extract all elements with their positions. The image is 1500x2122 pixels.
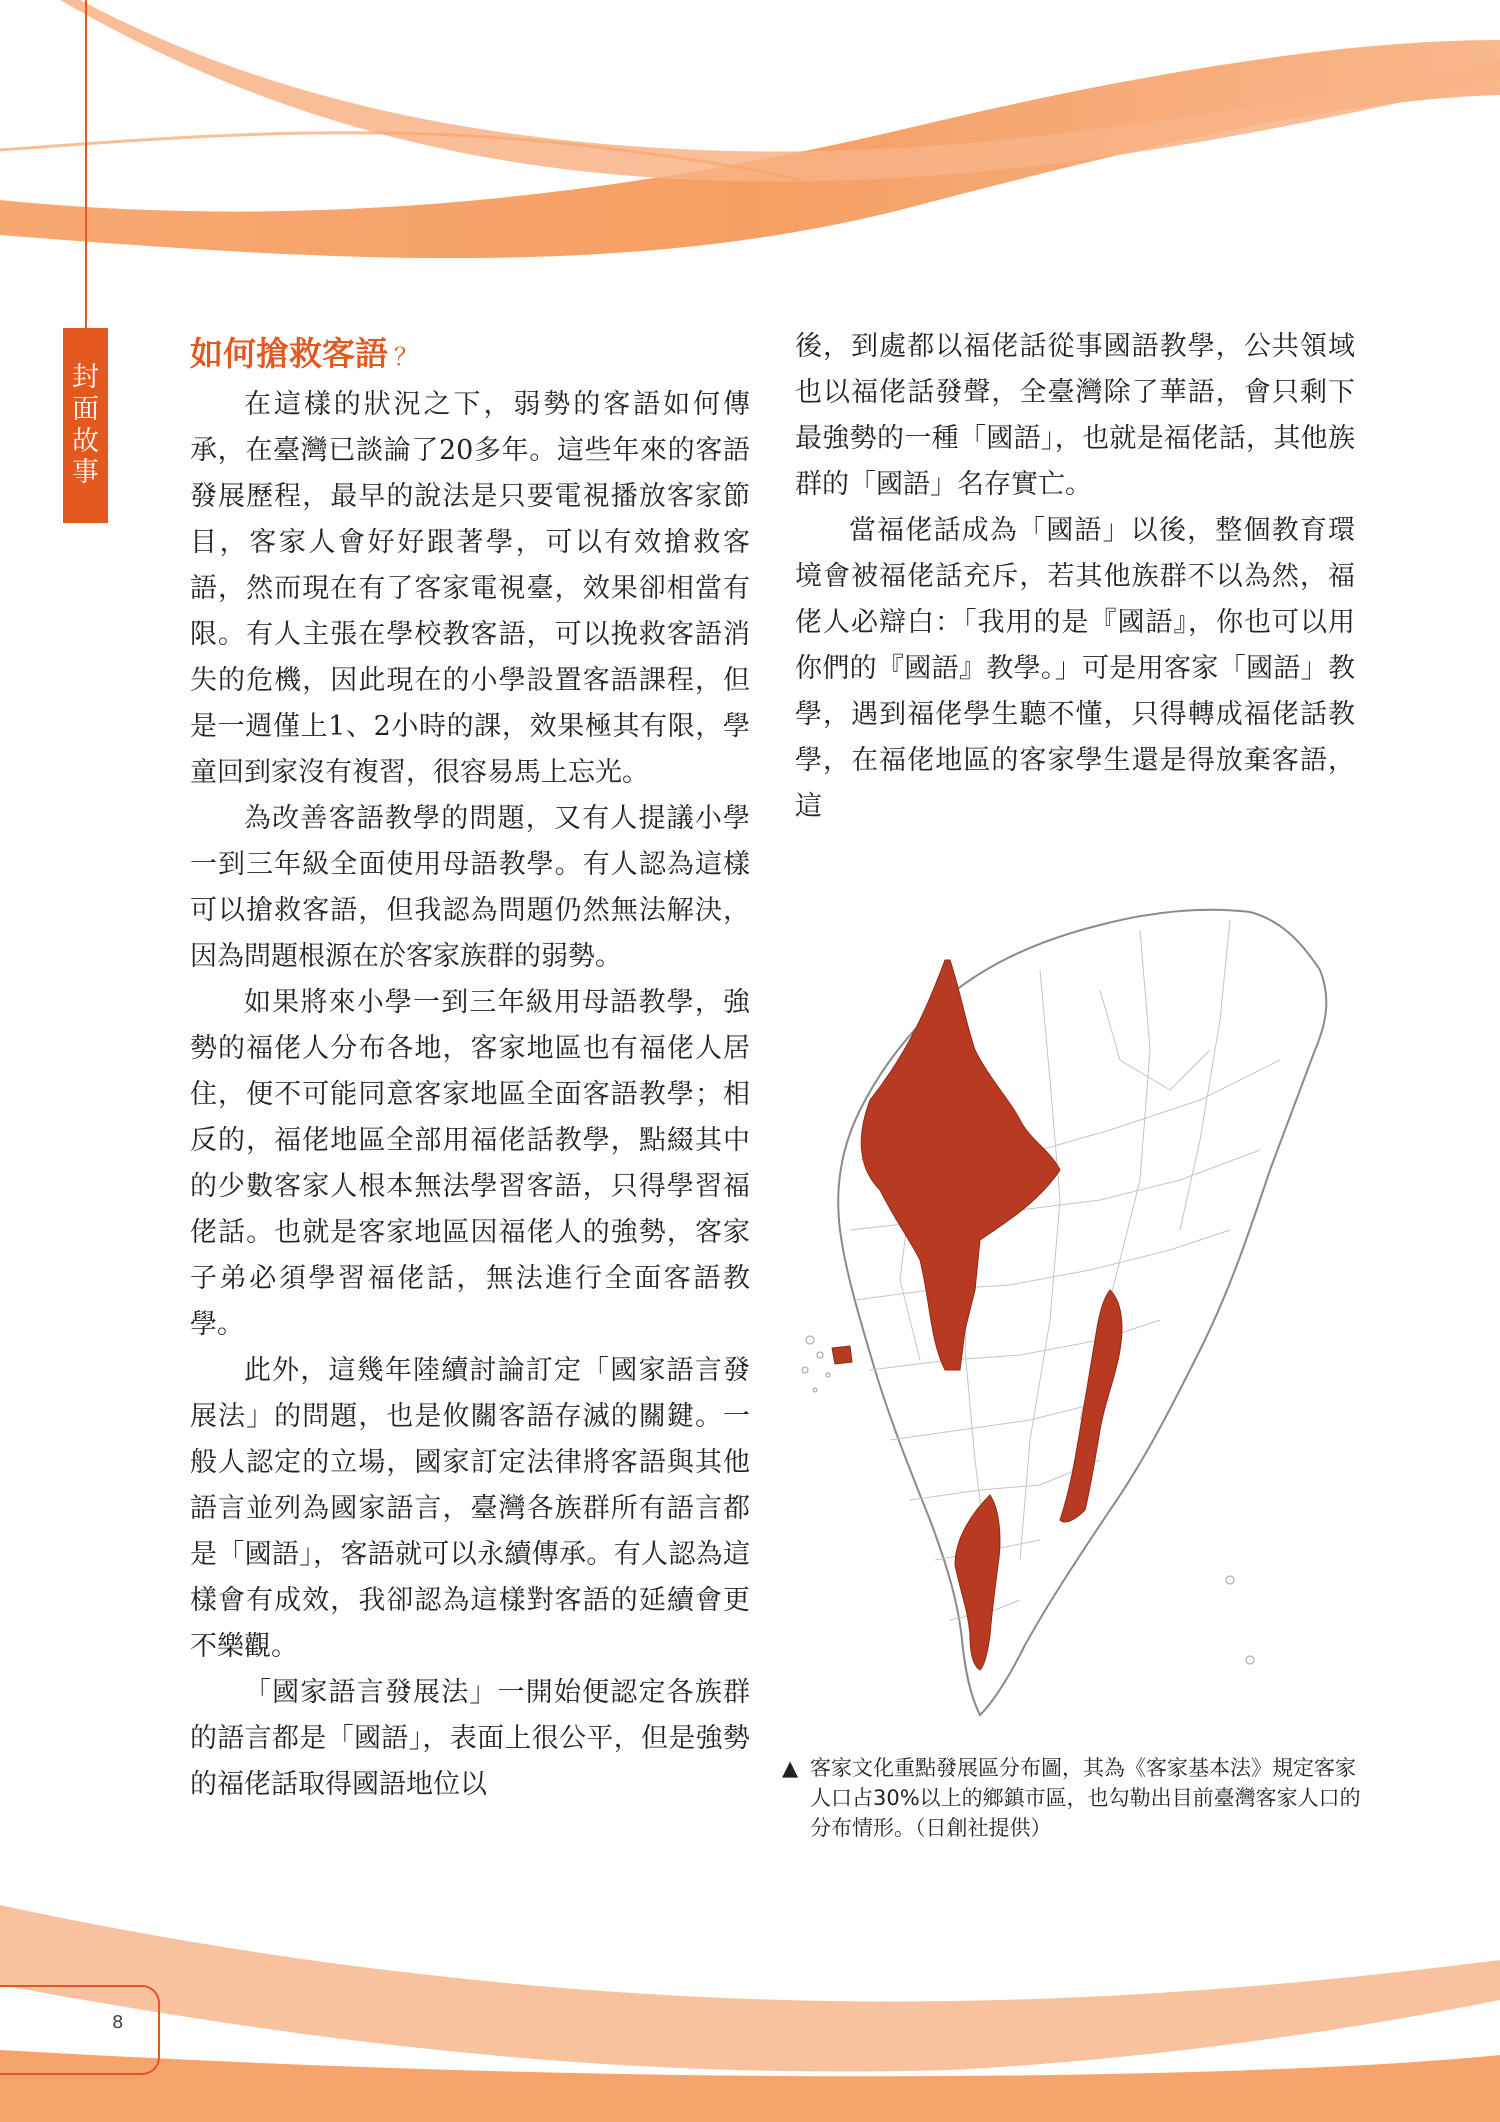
body-paragraph: 當福佬話成為「國語」以後，整個教育環境會被福佬話充斥，若其他族群不以為然，福佬人必辯白：「我用的是『國語』，你也可以用你們的『國語』教學。」可是用客家「國語」教學，遇到福佬學生聽不懂，只得轉成福佬話教學，在福佬地區的客家學生還是得放棄客語，這 — [795, 515, 1355, 822]
caption-triangle-icon: ▲ — [782, 1756, 799, 1780]
taiwan-outline — [838, 910, 1326, 1715]
section-tab-char: 封 — [72, 361, 99, 393]
body-paragraph: 如果將來小學一到三年級用母語教學，強勢的福佬人分布各地，客家地區也有福佬人居住，便不可能同意客家地區全面客語教學；相反的，福佬地區全部用福佬話教學，點綴其中的少數客家人根本無法學習客語，只得學習福佬話。也就是客家地區因福佬人的強勢，客家子弟必須學習福佬話，無法進行全面客語教學。 — [190, 987, 750, 1340]
body-paragraph: 在這樣的狀況之下，弱勢的客語如何傳承，在臺灣已談論了20多年。這些年來的客語發展歷程，最早的說法是只要電視播放客家節目，客家人會好好跟著學，可以有效搶救客語，然而現在有了客家電視臺，效果卻相當有限。有人主張在學校教客語，可以挽救客語消失的危機，因此現在的小學設置客語課程，但是一週僅上1、2小時的課，效果極其有限，學童回到家沒有複習，很容易馬上忘光。 — [190, 389, 750, 788]
page-number-frame — [0, 1985, 160, 2075]
body-column-left — [190, 382, 750, 1808]
section-heading — [190, 328, 418, 375]
heading-question-mark: ？ — [394, 343, 418, 371]
map-caption — [782, 1753, 1362, 1843]
body-paragraph: 為改善客語教學的問題，又有人提議小學一到三年級全面使用母語教學。有人認為這樣可以搶救客語，但我認為問題仍然無法解決，因為問題根源在於客家族群的弱勢。 — [190, 803, 750, 972]
body-column-right — [795, 324, 1355, 830]
section-tab-char: 面 — [72, 393, 99, 425]
section-tab-char: 故 — [72, 425, 99, 457]
body-paragraph: 此外，這幾年陸續討論訂定「國家語言發展法」的問題，也是攸關客語存滅的關鍵。一般人認定的立場，國家訂定法律將客語與其他語言並列為國家語言，臺灣各族群所有語言都是「國語」，客語就可以永續傳承。有人認為這樣會有成效，我卻認為這樣對客語的延續會更不樂觀。 — [190, 1355, 750, 1662]
section-tab-char: 事 — [72, 457, 99, 489]
heading-text: 如何搶救客語 — [190, 334, 388, 373]
taiwan-hakka-map — [780, 900, 1360, 1730]
section-tab-line — [85, 0, 87, 330]
page-number: 8 — [112, 2012, 124, 2033]
body-paragraph: 「國家語言發展法」一開始便認定各族群的語言都是「國語」，表面上很公平，但是強勢的福佬話取得國語地位以 — [190, 1677, 750, 1800]
body-paragraph: 後，到處都以福佬話從事國語教學，公共領域也以福佬話發聲，全臺灣除了華語，會只剩下最強勢的一種「國語」，也就是福佬話，其他族群的「國語」名存實亡。 — [795, 331, 1355, 500]
section-tab — [63, 328, 108, 523]
map-region-west-small — [832, 1346, 852, 1364]
caption-text: 客家文化重點發展區分布圖，其為《客家基本法》規定客家人口占30%以上的鄉鎮市區，也勾勒出目前臺灣客家人口的分布情形。（日創社提供） — [810, 1756, 1361, 1840]
